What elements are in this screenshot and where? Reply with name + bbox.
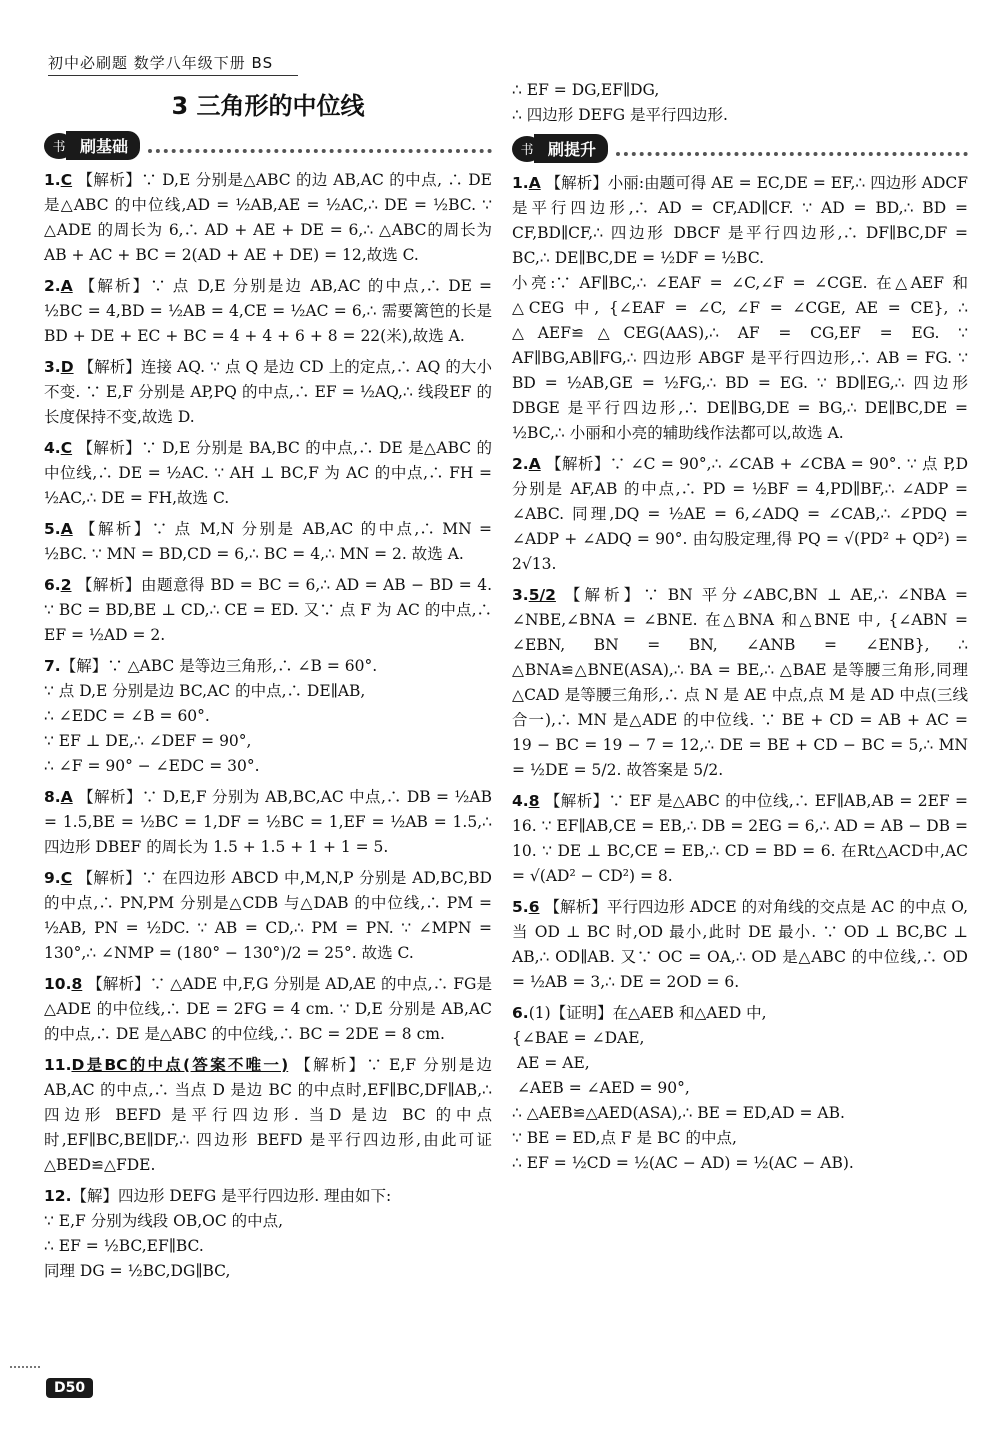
answer-item xyxy=(44,654,492,779)
item-explanation: 【解析】∵ 在四边形 ABCD 中,M,N,P 分别是 AD,BC,BD 的中点,∴ PN,PM 分别是△CDB 与△DAB 的中位线,∴ PM = ½AB, PN = ½DC. ∵ AB = CD,∴ PM = PN. ∵ ∠MPN = 130°,∴ ∠NMP = (180° − 130°)/2 = 25°. 故选 C. xyxy=(44,869,497,962)
book-icon: 书 xyxy=(512,136,542,162)
answer-item xyxy=(512,452,973,577)
item-answer: C xyxy=(60,869,73,887)
item-explanation: 【解析】∵ EF 是△ABC 的中位线,∴ EF∥AB,AB = 2EF = 16. ∵ EF∥AB,CE = EB,∴ DB = 2EG = 6,∴ AD = AB − DB = 10. ∵ DE ⊥ BC,CE = EB,∴ CD = BD = 6. 在Rt△ACD中,AC = √(AD² − CD²) = 8. xyxy=(512,792,973,885)
divider xyxy=(616,142,968,156)
section-basic xyxy=(44,131,492,160)
item-answer: D xyxy=(60,358,74,376)
page-header: 初中必刷题 数学八年级下册 BS xyxy=(48,52,298,76)
left-column xyxy=(44,78,497,1290)
section-basic-label: 刷基础 xyxy=(66,131,140,160)
item-answer: A xyxy=(60,520,73,538)
item-number: 12. xyxy=(44,1187,72,1205)
answer-item xyxy=(512,789,973,889)
answer-item xyxy=(44,972,497,1047)
answer-item xyxy=(44,436,497,511)
item-explanation: 【解】∵ △ABC 是等边三角形,∴ ∠B = 60°. ∵ 点 D,E 分别是边 BC,AC 的中点,∴ DE∥AB, ∴ ∠EDC = ∠B = 60°. ∵ EF ⊥ DE,∴ ∠DEF = 90°, ∴ ∠F = 90° − ∠EDC = 30°. xyxy=(44,657,378,775)
answer-item xyxy=(44,1184,492,1284)
section-advanced-label: 刷提升 xyxy=(534,134,608,163)
item-answer: A xyxy=(528,455,541,473)
item-explanation: 【解析】由题意得 BD = BC = 6,∴ AD = AB − BD = 4. ∵ BC = BD,BE ⊥ CD,∴ CE = ED. 又∵ 点 F 为 AC 的中点,∴ EF = ½AD = 2. xyxy=(44,576,497,644)
book-icon: 书 xyxy=(44,133,74,159)
item-number: 2. xyxy=(44,277,61,295)
item-answer: 6 xyxy=(528,898,540,916)
item-explanation: 【解析】平行四边形 ADCE 的对角线的交点是 AC 的中点 O,当 OD ⊥ BC 时,OD 最小,此时 DE 最小. ∵ OD ⊥ BC,BC ⊥ AB,∴ OD∥AB. 又∵ OC = OA,∴ OD 是△ABC 的中位线,∴ OD = ½AB = 3,∴ DE = 2OD = 6. xyxy=(512,898,973,991)
item-explanation: 【解析】连接 AQ. ∵ 点 Q 是边 CD 上的定点,∴ AQ 的大小不变. ∵ E,F 分别是 AP,PQ 的中点,∴ EF = ½AQ,∴ 线段EF 的长度保持不变,故选 D. xyxy=(44,358,492,426)
item-number: 3. xyxy=(512,586,529,604)
answer-item xyxy=(44,1053,497,1178)
item-explanation: 【解析】∵ E,F 分别是边 AB,AC 的中点,∴ 当点 D 是边 BC 的中点时,EF∥BC,DF∥AB,∴ 四边形 BEFD 是平行四边形. 当D 是边 BC 的中点时,EF∥BC,BE∥DF,∴ 四边形 BEFD 是平行四边形,由此可证△BED≌△FDE. xyxy=(44,1056,497,1174)
item-explanation: 【解析】∵ ∠C = 90°,∴ ∠CAB + ∠CBA = 90°. ∵ 点 P,D 分别是 AF,AB 的中点,∴ PD = ½BF = 4,PD∥BF,∴ ∠ADP = ∠ABC. 同理,DQ = ½AE = 6,∠ADQ = ∠CAB,∴ ∠PDQ = ∠ADP + ∠ADQ = 90°. 由勾股定理,得 PQ = √(PD² + QD²) = 2√13. xyxy=(512,455,973,573)
item-number: 3. xyxy=(44,358,61,376)
item-number: 5. xyxy=(44,520,61,538)
answer-item xyxy=(44,785,497,860)
item-answer: 2 xyxy=(60,576,72,594)
item-number: 1. xyxy=(512,174,529,192)
item-number: 10. xyxy=(44,975,72,993)
item-number: 9. xyxy=(44,869,61,887)
footer-divider xyxy=(10,1366,40,1368)
answer-item xyxy=(512,1001,968,1176)
item-explanation: 【解析】∵ 点 M,N 分别是 AB,AC 的中点,∴ MN = ½BC. ∵ MN = BD,CD = 6,∴ BC = 4,∴ MN = 2. 故选 A. xyxy=(44,520,497,563)
left-answer-list xyxy=(44,168,497,1284)
item-explanation: 【解析】∵ D,E 分别是 BA,BC 的中点,∴ DE 是△ABC 的中位线,∴ DE = ½AC. ∵ AH ⊥ BC,F 为 AC 的中点,∴ FH = ½AC,∴ DE = FH,故选 C. xyxy=(44,439,497,507)
item-answer: C xyxy=(60,439,73,457)
page-number: D50 xyxy=(46,1378,93,1398)
item-explanation: 【解析】∵ D,E 分别是△ABC 的边 AB,AC 的中点, ∴ DE 是△ABC 的中位线,AD = ½AB,AE = ½AC,∴ DE = ½BC. ∵ △ADE 的周长为 6,∴ AD + AE + DE = 6,∴ △ABC的周长为 AB + AC + BC = 2(AD + AE + DE) = 12,故选 C. xyxy=(44,171,497,264)
answer-item xyxy=(44,866,497,966)
item-answer: A xyxy=(60,788,73,806)
item-explanation: (1)【证明】在△AEB 和△AED 中, {∠BAE = ∠DAE, AE = AE, ∠AEB = ∠AED = 90°, ∴ △AEB≌△AED(ASA),∴ BE = ED,AD = AB. ∵ BE = ED,点 F 是 BC 的中点, ∴ EF = ½CD = ½(AC − AD) = ½(AC − AB). xyxy=(512,1004,854,1172)
answer-item xyxy=(44,355,492,430)
answer-item xyxy=(512,895,973,995)
divider xyxy=(148,139,492,153)
answer-item xyxy=(512,171,968,446)
item-number: 8. xyxy=(44,788,61,806)
section-advanced xyxy=(512,134,968,163)
item-explanation: 【解析】∵ 点 D,E 分别是边 AB,AC 的中点,∴ DE = ½BC = 4,BD = ½AB = 4,CE = ½AC = 6,∴ 需要篱笆的长是 BD + DE + EC + BC = 4 + 4 + 6 + 8 = 22(米),故选 A. xyxy=(44,277,497,345)
item-answer: 5/2 xyxy=(528,586,556,604)
item-number: 7. xyxy=(44,657,61,675)
item-explanation: 【解析】∵ BN 平分∠ABC,BN ⊥ AE,∴ ∠NBA = ∠NBE,∠BNA = ∠BNE. 在△BNA 和△BNE 中, {∠ABN = ∠EBN, BN = BN, ∠ANB = ∠ENB}, ∴ △BNA≌△BNE(ASA),∴ BA = BE,∴ △BAE 是等腰三角形,同理△CAD 是等腰三角形,∴ 点 N 是 AE 中点,点 M 是 AD 中点(三线合一),∴ MN 是△ADE 的中位线. ∵ BE + CD = AB + AC = 19 − BC = 19 − 7 = 12,∴ DE = BE + CD − BC = 5,∴ MN = ½DE = 5/2. 故答案是 5/2. xyxy=(512,586,973,779)
item-number: 1. xyxy=(44,171,61,189)
item-number: 4. xyxy=(512,792,529,810)
answer-item xyxy=(44,517,497,567)
page-title: 3 三角形的中位线 xyxy=(171,92,365,120)
answer-item xyxy=(44,168,497,268)
item-answer: A xyxy=(528,174,541,192)
item-answer: 8 xyxy=(528,792,540,810)
item-answer: C xyxy=(60,171,73,189)
item-answer: D是BC的中点(答案不唯一) xyxy=(71,1056,289,1074)
item-number: 4. xyxy=(44,439,61,457)
item-explanation: 【解】四边形 DEFG 是平行四边形. 理由如下: ∵ E,F 分别为线段 OB,OC 的中点, ∴ EF = ½BC,EF∥BC. 同理 DG = ½BC,DG∥BC, xyxy=(44,1187,392,1280)
item-explanation: 【解析】小丽:由题可得 AE = EC,DE = EF,∴ 四边形 ADCF 是平行四边形,∴ AD = CF,AD∥CF. ∵ AD = BD,∴ BD = CF,BD∥CF,∴ 四边形 DBCF 是平行四边形,∴ DF∥BC,DF = BC,∴ DE∥BC,DE = ½DF = ½BC. 小亮:∵ AF∥BC,∴ ∠EAF = ∠C,∠F = ∠CGE. 在△AEF 和△CEG 中, {∠EAF = ∠C, ∠F = ∠CGE, AE = CE}, ∴ △AEF≌△CEG(AAS),∴ AF = CG,EF = EG. ∵ AF∥BG,AB∥FG,∴ 四边形 ABGF 是平行四边形,∴ AB = FG. ∵ BD = ½AB,GE = ½FG,∴ BD = EG. ∵ BD∥EG,∴ 四边形 DBGE 是平行四边形,∴ DE∥BG,DE = BG,∴ DE∥BC,DE = ½BC,∴ 小丽和小亮的辅助线作法都可以,故选 A. xyxy=(512,174,968,442)
item-number: 6. xyxy=(44,576,61,594)
item-number: 6. xyxy=(512,1004,529,1022)
answer-item xyxy=(512,583,973,783)
item-explanation: 【解析】∵ △ADE 中,F,G 分别是 AD,AE 的中点,∴ FG是△ADE 的中位线,∴ DE = 2FG = 4 cm. ∵ D,E 分别是 AB,AC 的中点,∴ DE 是△ABC 的中位线,∴ BC = 2DE = 8 cm. xyxy=(44,975,497,1043)
item-number: 11. xyxy=(44,1056,72,1074)
item-number: 5. xyxy=(512,898,529,916)
item-explanation: 【解析】∵ D,E,F 分别为 AB,BC,AC 中点,∴ DB = ½AB = 1.5,BE = ½BC = 1,DF = ½BC = 1,EF = ½AB = 1.5,∴ 四边形 DBEF 的周长为 1.5 + 1.5 + 1 + 1 = 5. xyxy=(44,788,497,856)
right-answer-list xyxy=(512,171,973,1176)
answer-item xyxy=(44,573,497,648)
continued-text: ∴ EF = DG,EF∥DG, ∴ 四边形 DEFG 是平行四边形. xyxy=(512,81,728,124)
item-number: 2. xyxy=(512,455,529,473)
item-answer: 8 xyxy=(71,975,83,993)
answer-item xyxy=(44,274,497,349)
item-answer: A xyxy=(60,277,73,295)
right-column xyxy=(512,78,973,1182)
